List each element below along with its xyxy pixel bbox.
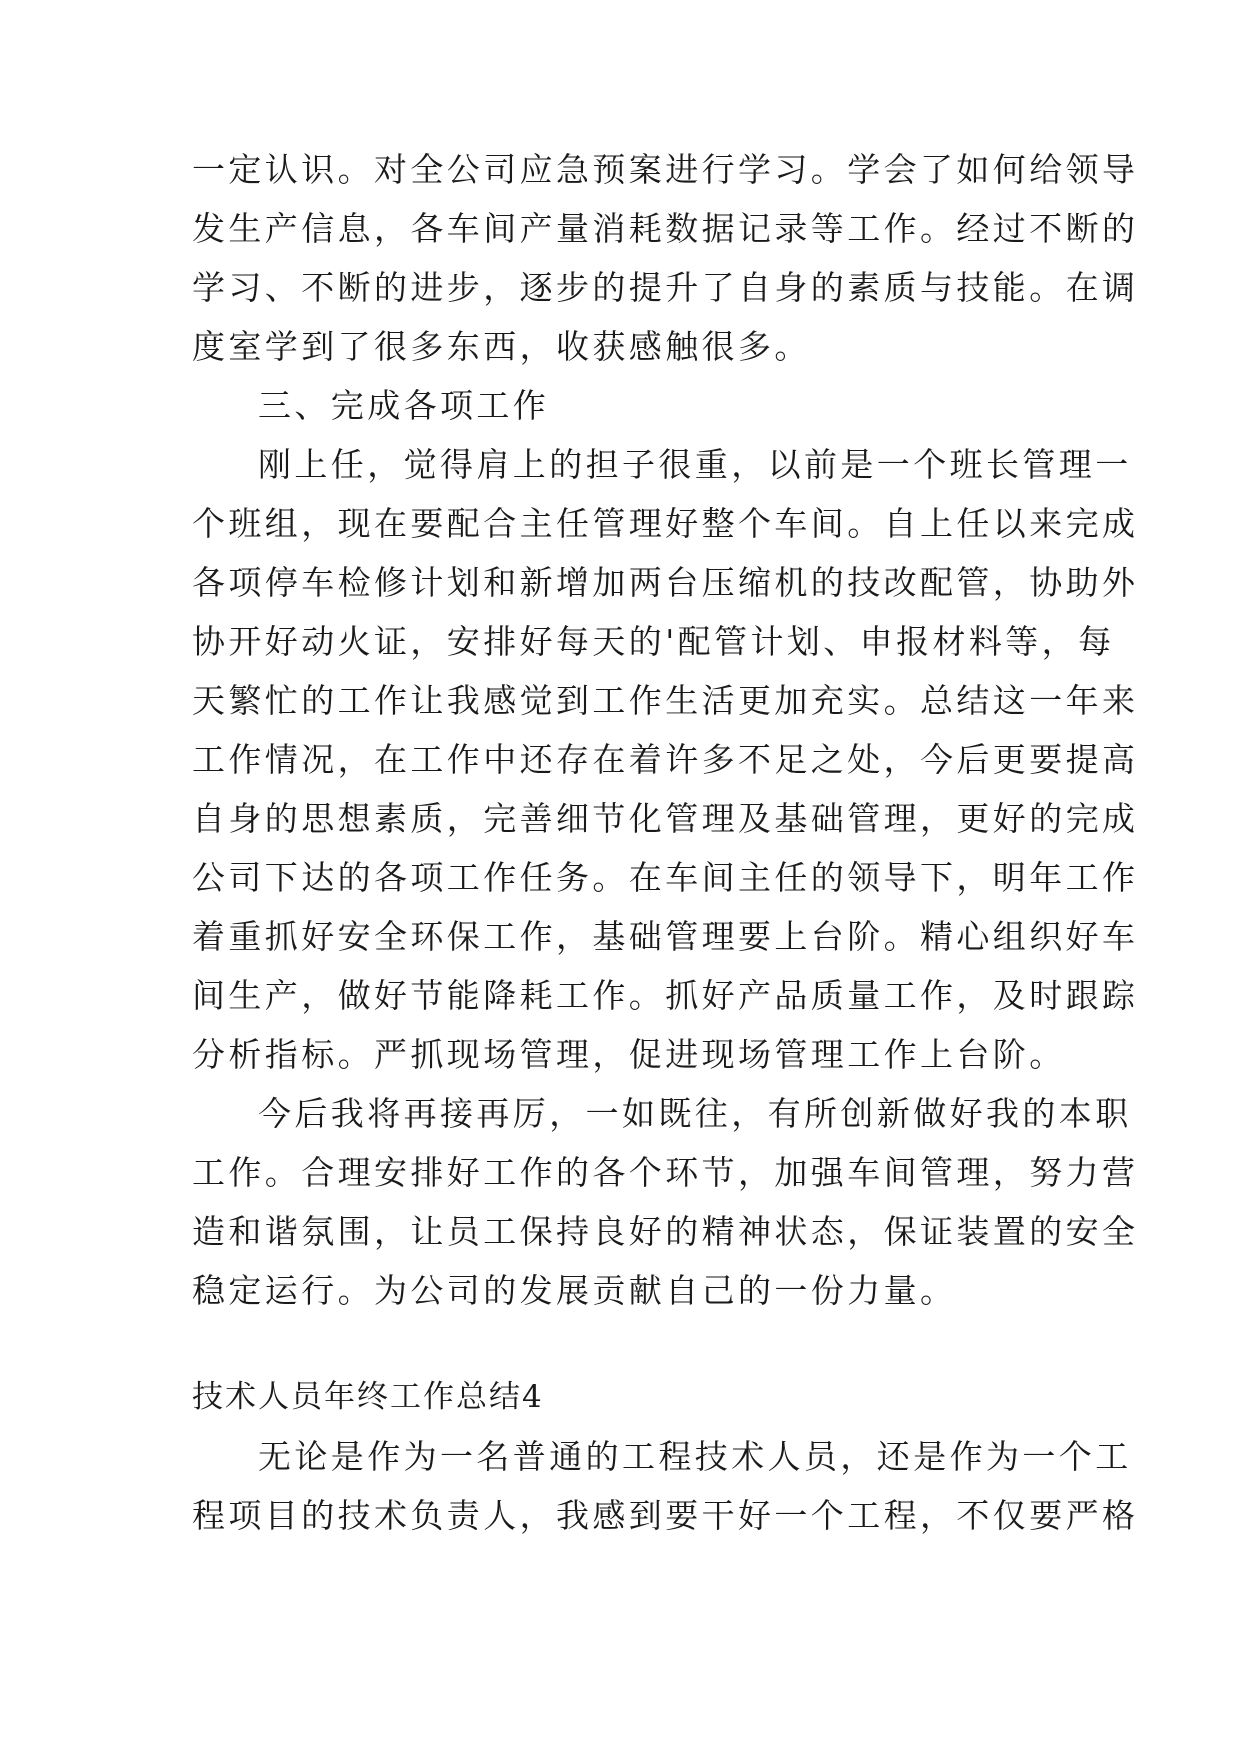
text-line: 稳定运行。为公司的发展贡献自己的一份力量。: [192, 1271, 957, 1310]
text-line: 度室学到了很多东西，收获感触很多。: [192, 327, 811, 366]
text-line: 自身的思想素质，完善细节化管理及基础管理，更好的完成: [192, 799, 1139, 838]
text-line: 工作情况，在工作中还存在着许多不足之处，今后更要提高: [192, 740, 1139, 779]
text-line: 学习、不断的进步，逐步的提升了自身的素质与技能。在调: [192, 268, 1139, 307]
text-line: 间生产，做好节能降耗工作。抓好产品质量工作，及时跟踪: [192, 976, 1139, 1015]
text-line: 着重抓好安全环保工作，基础管理要上台阶。精心组织好车: [192, 917, 1139, 956]
next-section-paragraph: [192, 1427, 1139, 1545]
text-line: 协开好动火证，安排好每天的'配管计划、申报材料等，每: [192, 622, 1115, 661]
section-three-heading: 三、完成各项工作: [258, 386, 550, 425]
section-gap: [192, 1320, 1052, 1368]
section-two-tail: [192, 140, 1139, 376]
section-three-paragraph: [192, 435, 1139, 1084]
next-section-title: 技术人员年终工作总结4: [192, 1379, 544, 1415]
text-line: 今后我将再接再厉，一如既往，有所创新做好我的本职: [258, 1094, 1132, 1133]
text-line: 发生产信息，各车间产量消耗数据记录等工作。经过不断的: [192, 209, 1139, 248]
closing-paragraph: [192, 1084, 1139, 1320]
text-line: 分析指标。严抓现场管理，促进现场管理工作上台阶。: [192, 1035, 1066, 1074]
text-line: 无论是作为一名普通的工程技术人员，还是作为一个工: [258, 1437, 1132, 1476]
text-line: 造和谐氛围，让员工保持良好的精神状态，保证装置的安全: [192, 1212, 1139, 1251]
text-line: 一定认识。对全公司应急预案进行学习。学会了如何给领导: [192, 150, 1139, 189]
text-line: 天繁忙的工作让我感觉到工作生活更加充实。总结这一年来: [192, 681, 1139, 720]
text-line: 公司下达的各项工作任务。在车间主任的领导下，明年工作: [192, 858, 1139, 897]
document-page: [192, 140, 1139, 1545]
text-line: 工作。合理安排好工作的各个环节，加强车间管理，努力营: [192, 1153, 1139, 1192]
text-line: 各项停车检修计划和新增加两台压缩机的技改配管，协助外: [192, 563, 1139, 602]
text-line: 刚上任，觉得肩上的担子很重，以前是一个班长管理一: [258, 445, 1132, 484]
text-line: 个班组，现在要配合主任管理好整个车间。自上任以来完成: [192, 504, 1139, 543]
text-line: 程项目的技术负责人，我感到要干好一个工程，不仅要严格: [192, 1496, 1139, 1535]
